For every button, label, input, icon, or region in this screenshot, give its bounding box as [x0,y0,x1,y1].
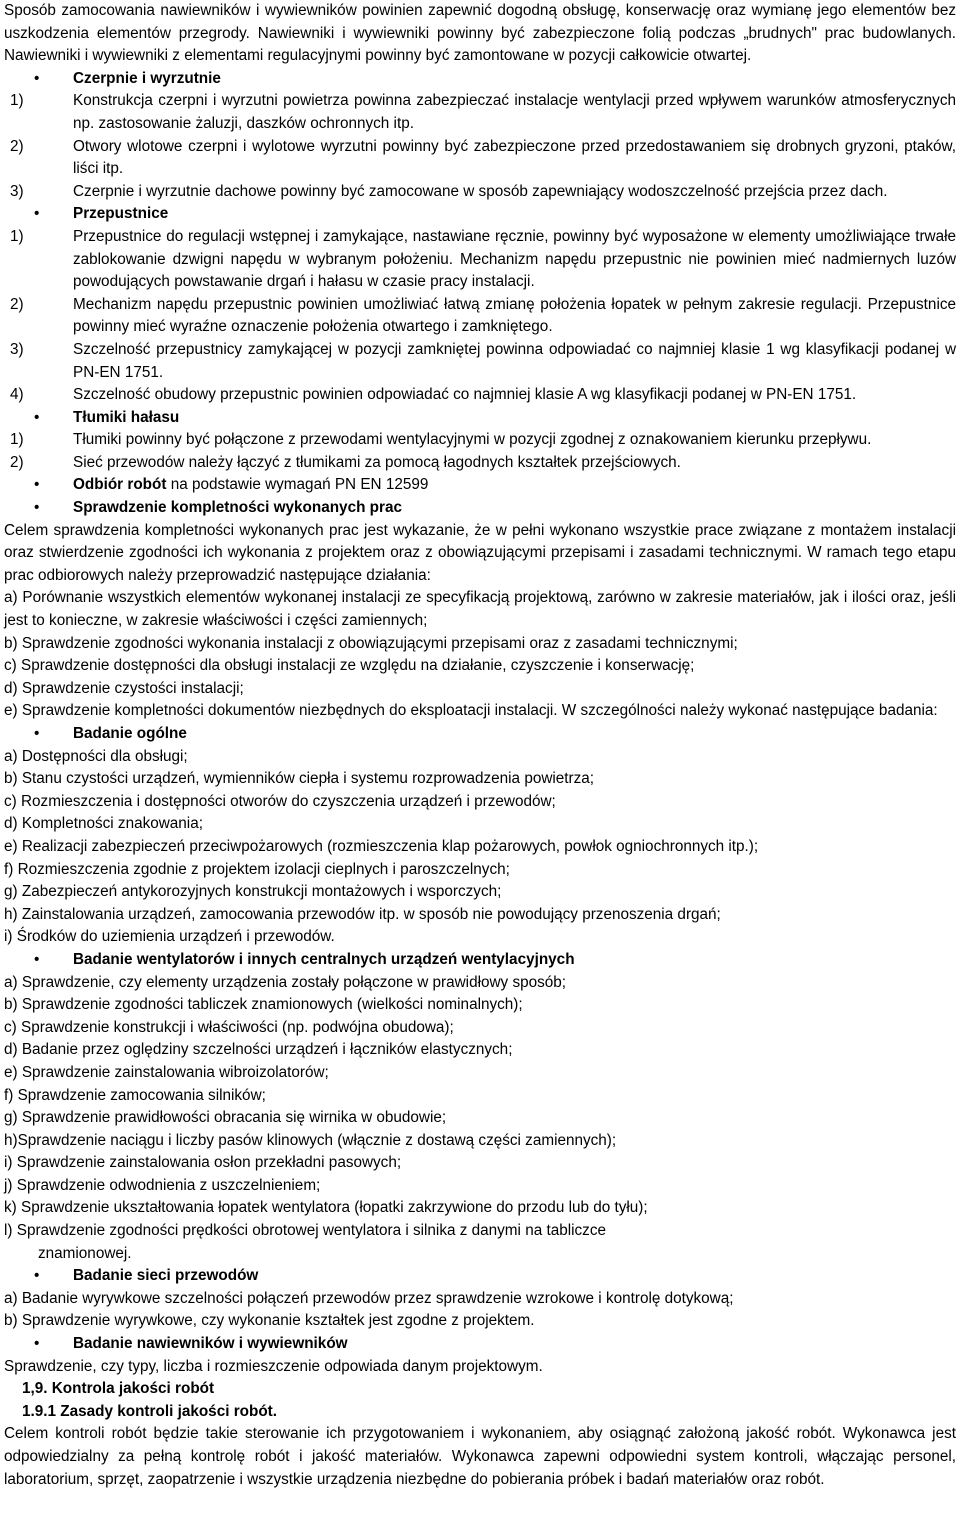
item-text: Przepustnice do regulacji wstępnej i zamykające, nastawiane ręcznie, powinny być wyposażone w elementy umożliwiające trwałe zablokowanie dzwigni napędu w wybranym położeniu. Mechanizm napędu przepustnic nie powinien mieć nadmiernych luzów powodujących powstawanie drgań i hałasu w czasie pracy instalacji. [73,227,956,291]
section-heading-badanie-sieci [4,1265,956,1288]
numbered-item [4,90,956,135]
numbered-item [4,226,956,294]
list-item: h) Zainstalowania urządzeń, zamocowania przewodów itp. w sposób nie powodujący przenoszenia drgań; [4,905,721,923]
section-heading-tlumiki [4,407,956,430]
section-title-1-9-1: 1.9.1 Zasady kontroli jakości robót. [22,1402,278,1420]
section-heading-badanie-nawiewnikow [4,1333,956,1356]
outro-paragraph: Celem kontroli robót będzie takie sterowanie ich przygotowaniem i wykonaniem, aby osiągnąć założoną jakość robót. Wykonawca jest odpowiedzialny za pełną kontrolę robót i jakość materiałów. Wykonawca zapewni odpowiedni system kontroli, włączając personel, laboratorium, sprzęt, zaopatrzenie i wszystkie urządzenia niezbędne do pobierania próbek i badań materiałów oraz robót. [4,1425,956,1488]
item-text: Mechanizm napędu przepustnic powinien umożliwiać łatwą zmianę położenia łopatek w pełnym zakresie regulacji. Przepustnice powinny mieć wyraźne oznaczenie położenia otwartego i zamkniętego. [73,295,956,336]
item-number: 1) [10,227,24,245]
numbered-item [4,136,956,181]
heading-text: Tłumiki hałasu [73,408,180,426]
item-number: 3) [10,340,24,358]
item-number: 4) [10,386,24,404]
numbered-item [4,384,956,407]
heading-text: Odbiór robót [73,476,167,494]
heading-text: Sprawdzenie kompletności wykonanych prac [73,499,402,517]
item-text: Szczelność przepustnicy zamykającej w pozycji zamkniętej powinna odpowiadać co najmniej klasie 1 wg klasyfikacji podanej w PN-EN 1751. [73,340,956,381]
bullet-icon: • [34,1267,40,1285]
bullet-icon: • [34,1335,40,1353]
section-title-1-9: 1,9. Kontrola jakości robót [22,1380,215,1398]
list-item: e) Sprawdzenie kompletności dokumentów niezbędnych do eksploatacji instalacji. W szczególności należy wykonać następujące badania: [4,702,938,720]
item-number: 2) [10,453,24,471]
heading-text: Badanie nawiewników i wywiewników [73,1335,348,1353]
list-item: c) Rozmieszczenia i dostępności otworów do czyszczenia urządzeń i przewodów; [4,792,556,810]
numbered-item [4,452,956,475]
bullet-icon: • [34,950,40,968]
heading-text: Badanie sieci przewodów [73,1267,259,1285]
item-text: Tłumiki powinny być połączone z przewodami wentylacyjnymi w pozycji zgodnej z oznakowaniem kierunku przepływu. [73,431,872,449]
list-item: a) Dostępności dla obsługi; [4,747,188,765]
item-number: 1) [10,431,24,449]
list-item: b) Sprawdzenie zgodności tabliczek znamionowych (wielkości nominalnych); [4,996,523,1014]
heading-text: Badanie ogólne [73,725,187,742]
paragraph: Sprawdzenie, czy typy, liczba i rozmieszczenie odpowiada danym projektowym. [4,1357,543,1375]
section-heading-czerpnie [4,68,956,91]
numbered-item [4,429,956,452]
numbered-item [4,181,956,204]
item-text: Czerpnie i wyrzutnie dachowe powinny być zamocowane w sposób zapewniający wodoszczelność przejścia przez dach. [73,182,888,200]
bullet-icon: • [34,725,40,742]
list-item: e) Sprawdzenie zainstalowania wibroizolatorów; [4,1063,329,1081]
section-heading-przepustnice [4,203,956,226]
intro-paragraph: Sposób zamocowania nawiewników i wywiewników powinien zapewnić dogodną obsługę, konserwację oraz wymianę jego elementów bez uszkodzenia elementów przegrody. Nawiewniki i wywiewniki powinny być zabezpieczone folią podczas „brudnych" prac budowlanych. Nawiewniki i wywiewniki z elementami regulacyjnymi powinny być zamontowane w pozycji całkowicie otwartej. [4,2,956,65]
bullet-icon: • [34,499,40,517]
list-item: d) Badanie przez oględziny szczelności urządzeń i łączników elastycznych; [4,1041,513,1059]
list-item: e) Realizacji zabezpieczeń przeciwpożarowych (rozmieszczenia klap pożarowych, powłok ogniochronnych itp.); [4,837,759,855]
bullet-icon: • [34,476,40,494]
numbered-item [4,294,956,339]
list-item: d) Sprawdzenie czystości instalacji; [4,679,244,697]
item-text: Sieć przewodów należy łączyć z tłumikami za pomocą łagodnych kształtek przejściowych. [73,453,681,471]
list-item: c) Sprawdzenie dostępności dla obsługi instalacji ze względu na działanie, czyszczenie i konserwację; [4,657,695,675]
list-item: k) Sprawdzenie ukształtowania łopatek wentylatora (łopatki zakrzywione do przodu lub do tyłu); [4,1199,648,1217]
item-text: Otwory wlotowe czerpni i wylotowe wyrzutni powinny być zabezpieczone przed przedostawaniem się drobnych gryzoni, ptaków, liści itp. [73,137,956,178]
list-item: d) Kompletności znakowania; [4,815,203,833]
list-item: j) Sprawdzenie odwodnienia z uszczelnieniem; [4,1176,321,1194]
list-item: a) Sprawdzenie, czy elementy urządzenia zostały połączone w prawidłowy sposób; [4,973,567,991]
section-heading-badanie-wentylatorow [4,949,956,972]
bullet-icon: • [34,408,40,426]
section-heading-kompletnosc [4,497,956,520]
list-item: b) Sprawdzenie zgodności wykonania instalacji z obowiązującymi przepisami oraz z zasadami technicznymi; [4,634,738,652]
section-heading-badanie-ogolne [4,723,956,746]
list-item: f) Sprawdzenie zamocowania silników; [4,1086,266,1104]
heading-text: Czerpnie i wyrzutnie [73,69,221,87]
bullet-icon: • [34,205,40,223]
heading-text: Badanie wentylatorów i innych centralnych urządzeń wentylacyjnych [73,950,575,968]
list-item: c) Sprawdzenie konstrukcji i właściwości (np. podwójna obudowa); [4,1018,454,1036]
list-item: l) Sprawdzenie zgodności prędkości obrotowej wentylatora i silnika z danymi na tabliczce [4,1222,606,1240]
bullet-icon: • [34,69,40,87]
item-text: Szczelność obudowy przepustnic powinien odpowiadać co najmniej klasie A wg klasyfikacji podanej w PN-EN 1751. [73,386,857,404]
list-item-continuation: znamionowej. [38,1244,132,1262]
item-number: 2) [10,295,24,313]
section-heading-odbior [4,474,956,497]
heading-text: Przepustnice [73,205,169,223]
item-text: Konstrukcja czerpni i wyrzutni powietrza powinna zabezpieczać instalacje wentylacji przed wpływem warunków atmosferycznych np. zastosowanie żaluzji, daszków ochronnych itp. [73,92,956,132]
item-number: 2) [10,137,24,155]
item-number: 1) [10,92,24,110]
list-item: b) Sprawdzenie wyrywkowe, czy wykonanie kształtek jest zgodne z projektem. [4,1312,535,1330]
item-number: 3) [10,182,24,200]
list-item: a) Porównanie wszystkich elementów wykonanej instalacji ze specyfikacją projektową, zarówno w zakresie materiałów, jak i ilości oraz, jeśli jest to konieczne, w zakresie właściwości i części zamiennych; [4,589,956,630]
numbered-item [4,339,956,384]
list-item: i) Sprawdzenie zainstalowania osłon przekładni pasowych; [4,1154,402,1172]
list-item: g) Zabezpieczeń antykorozyjnych konstrukcji montażowych i wsporczych; [4,883,502,901]
list-item: f) Rozmieszczenia zgodnie z projektem izolacji cieplnych i paroszczelnych; [4,860,510,878]
list-item: h)Sprawdzenie naciągu i liczby pasów klinowych (włącznie z dostawą części zamiennych); [4,1131,617,1149]
list-item: b) Stanu czystości urządzeń, wymienników ciepła i systemu rozprowadzenia powietrza; [4,770,595,788]
list-item: a) Badanie wyrywkowe szczelności połączeń przewodów przez sprawdzenie wzrokowe i kontrolę dotykową; [4,1289,734,1307]
kompletnosc-intro: Celem sprawdzenia kompletności wykonanych prac jest wykazanie, że w pełni wykonano wszystkie prace związane z montażem instalacji oraz stwierdzenie zgodności ich wykonania z projektem oraz z obowiązującymi przepisami i zasadami technicznymi. W ramach tego etapu prac odbiorowych należy przeprowadzić następujące działania: [4,521,956,584]
list-item: g) Sprawdzenie prawidłowości obracania się wirnika w obudowie; [4,1109,447,1127]
list-item: i) Środków do uziemienia urządzeń i przewodów. [4,928,335,946]
heading-rest-text: na podstawie wymagań PN EN 12599 [166,476,429,494]
